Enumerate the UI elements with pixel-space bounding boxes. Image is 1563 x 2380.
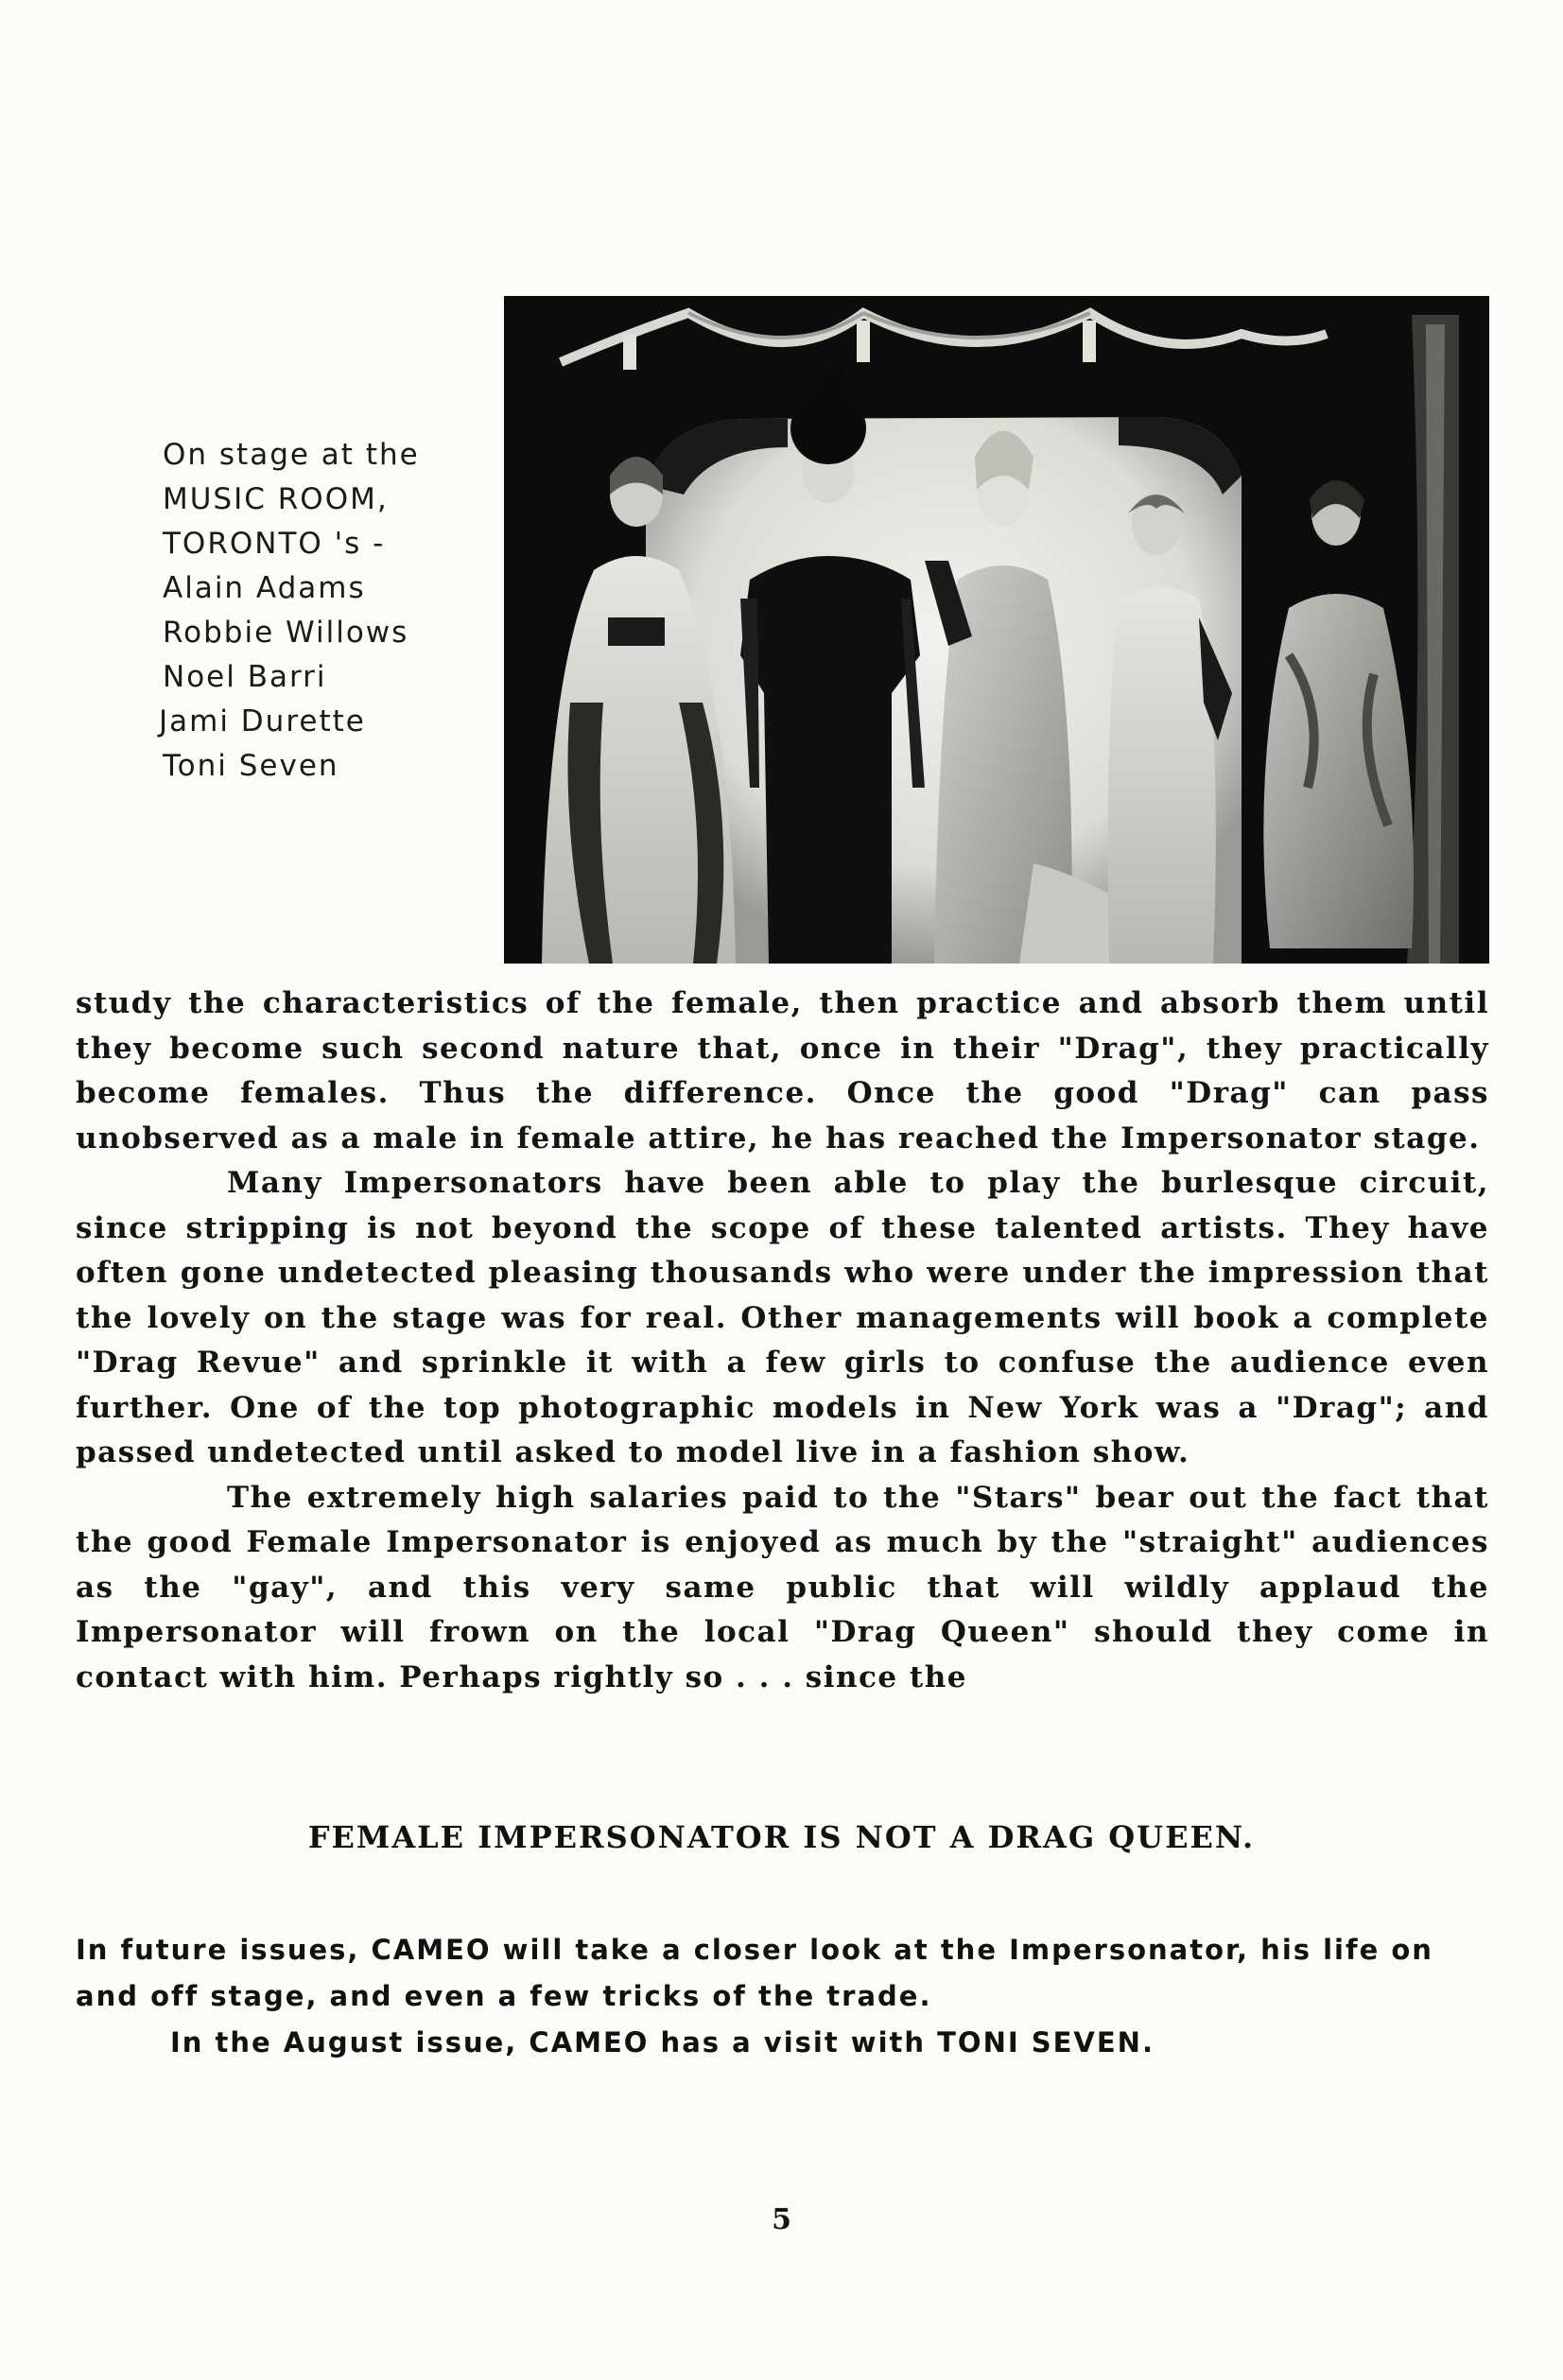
caption-line: Toni Seven — [163, 749, 339, 783]
article-paragraph: The extremely high salaries paid to the "Stars" bear out the fact that the good Female Impersonator is enjoyed as much by the "straight" audiences as the "gay", and this very same public that will wildly applaud the Impersonator will frown on the local "Drag Queen" should they come in contact with him. Perhaps rightly so . . . since the — [76, 1480, 1489, 1694]
caption-line: TORONTO 's - — [163, 527, 386, 561]
photo-caption — [159, 433, 484, 789]
future-issues-note — [76, 1927, 1489, 2066]
future-paragraph: In the August issue, CAMEO has a visit with TONI SEVEN. — [170, 2026, 1155, 2059]
caption-line: Robbie Willows — [163, 616, 409, 650]
article-body — [76, 982, 1489, 1700]
stage-photo — [504, 296, 1489, 964]
caption-line: On stage at the — [163, 438, 420, 472]
future-paragraph: In future issues, CAMEO will take a closer look at the Impersonator, his life on and off stage, and even a few tricks of the trade. — [76, 1934, 1433, 2012]
caption-line: Jami Durette — [159, 704, 366, 738]
article-paragraph: study the characteristics of the female, then practice and absorb them until they become such second nature that, once in their "Drag", they practically become females. Thus the difference. Once the good "Drag" can pass unobserved as a male in female attire, he has reached the Impersonator stage. — [76, 986, 1489, 1155]
article-paragraph: Many Impersonators have been able to play the burlesque circuit, since stripping is not beyond the scope of these talented artists. They have often gone undetected pleasing thousands who were under the impression that the lovely on the stage was for real. Other managements will book a complete "Drag Revue" and sprinkle it with a few girls to confuse the audience even further. One of the top photographic models in New York was a "Drag"; and passed undetected until asked to model live in a fashion show. — [76, 1166, 1489, 1469]
caption-line: MUSIC ROOM, — [163, 482, 389, 516]
caption-line: Alain Adams — [163, 571, 366, 605]
page-number: 5 — [772, 2203, 791, 2236]
caption-line: Noel Barri — [163, 660, 327, 694]
closing-headline: FEMALE IMPERSONATOR IS NOT A DRAG QUEEN. — [307, 1819, 1256, 1855]
